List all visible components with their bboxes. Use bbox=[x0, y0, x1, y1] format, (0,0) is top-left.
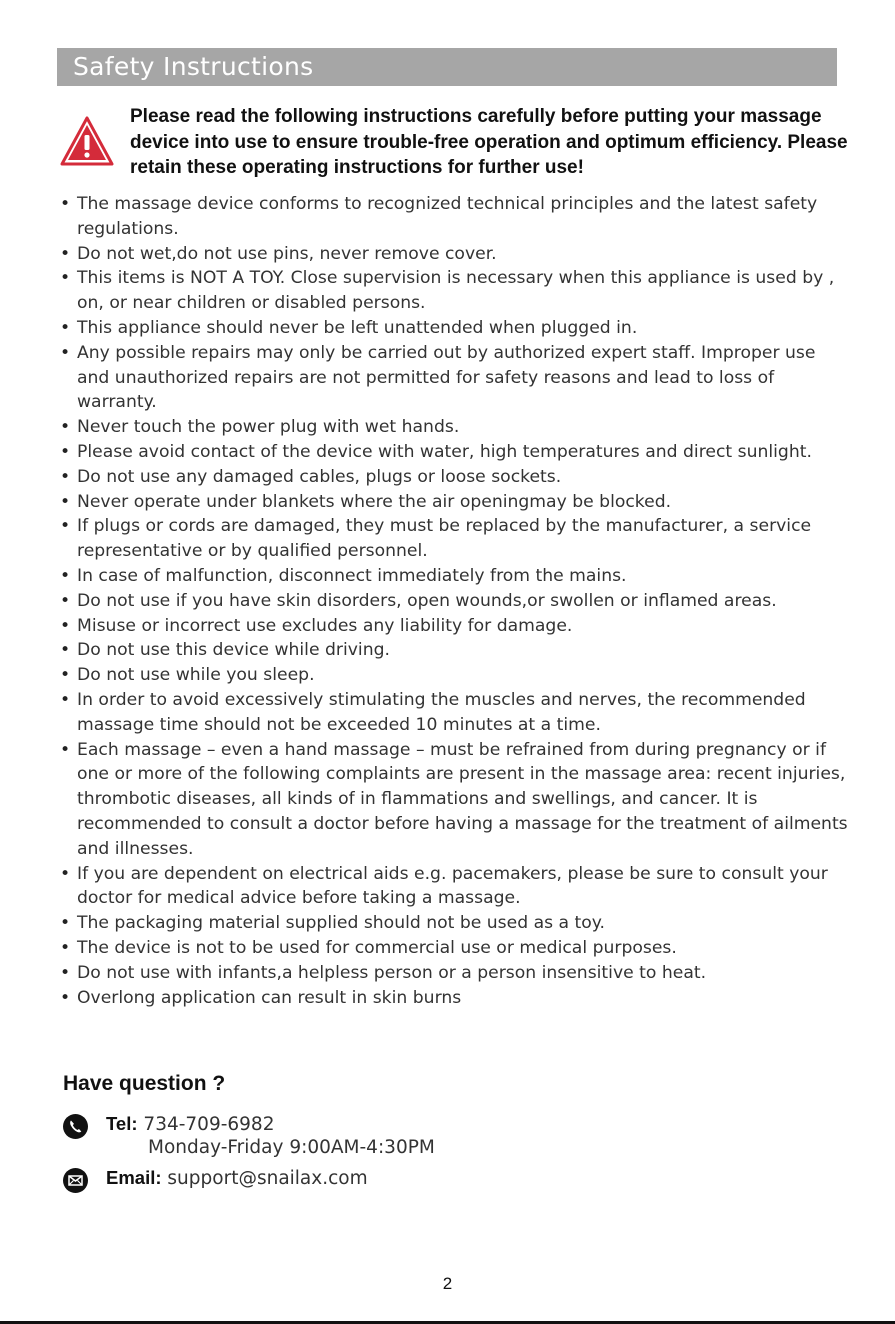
bullet-marker: • bbox=[60, 317, 71, 338]
instruction-item bbox=[60, 341, 850, 415]
bullet-marker: • bbox=[60, 342, 71, 363]
tel-number[interactable]: 734-709-6982 bbox=[143, 1114, 275, 1135]
bullet-marker: • bbox=[60, 863, 71, 884]
bullet-marker: • bbox=[60, 640, 71, 661]
instruction-text: Never operate under blankets where the air openingmay be blocked. bbox=[77, 491, 672, 512]
bullet-marker: • bbox=[60, 466, 71, 487]
instruction-item bbox=[60, 986, 850, 1011]
instruction-item bbox=[60, 911, 850, 936]
section-title: Safety Instructions bbox=[57, 48, 837, 86]
bullet-marker: • bbox=[60, 913, 71, 934]
instruction-text: Any possible repairs may only be carried out by authorized expert staff. Improper use and unauthorized repairs are not permitted for safety reasons and lead to loss of warranty. bbox=[77, 342, 816, 413]
bullet-marker: • bbox=[60, 665, 71, 686]
instruction-text: This items is NOT A TOY. Close supervision is necessary when this appliance is used by , on, or near children or disabled persons. bbox=[77, 268, 835, 314]
bullet-marker: • bbox=[60, 739, 71, 760]
email-label: Email: bbox=[106, 1167, 162, 1188]
email-row bbox=[106, 1165, 368, 1192]
instruction-text: If plugs or cords are damaged, they must be replaced by the manufacturer, a service representative or by qualified personnel. bbox=[77, 516, 812, 562]
instruction-item bbox=[60, 192, 850, 242]
bullet-marker: • bbox=[60, 441, 71, 462]
warning-triangle-icon bbox=[59, 115, 115, 167]
instruction-text: The device is not to be used for commercial use or medical purposes. bbox=[77, 937, 677, 958]
page-number: 2 bbox=[442, 1274, 453, 1293]
safety-instructions-list bbox=[60, 192, 850, 1010]
instruction-item bbox=[60, 961, 850, 986]
instruction-item bbox=[60, 415, 850, 440]
instruction-item bbox=[60, 242, 850, 267]
instruction-text: The packaging material supplied should not be used as a toy. bbox=[77, 913, 605, 934]
instruction-item bbox=[60, 589, 850, 614]
instruction-item bbox=[60, 638, 850, 663]
bullet-marker: • bbox=[60, 689, 71, 710]
instruction-text: Misuse or incorrect use excludes any liability for damage. bbox=[77, 615, 573, 636]
email-address[interactable]: support@snailax.com bbox=[167, 1168, 368, 1189]
business-hours: Monday-Friday 9:00AM-4:30PM bbox=[148, 1137, 435, 1158]
bullet-marker: • bbox=[60, 937, 71, 958]
instruction-item bbox=[60, 663, 850, 688]
instruction-item bbox=[60, 440, 850, 465]
instruction-item bbox=[60, 465, 850, 490]
bullet-marker: • bbox=[60, 962, 71, 983]
bullet-marker: • bbox=[60, 268, 71, 289]
tel-row bbox=[106, 1111, 274, 1138]
bullet-marker: • bbox=[60, 417, 71, 438]
instruction-text: Do not use if you have skin disorders, open wounds,or swollen or inflamed areas. bbox=[77, 590, 777, 611]
bullet-marker: • bbox=[60, 516, 71, 537]
instruction-item bbox=[60, 266, 850, 316]
instruction-text: Do not use while you sleep. bbox=[77, 665, 315, 686]
contact-heading: Have question ? bbox=[63, 1072, 226, 1095]
instruction-text: Each massage – even a hand massage – must be refrained from during pregnancy or if one or more of the following complaints are present in the massage area: recent injuries, thrombotic diseases, all kinds of in flammations and swellings, and cancer. It is recommended to consult a doctor before having a massage for the treatment of ailments and illnesses. bbox=[77, 739, 848, 859]
bullet-marker: • bbox=[60, 615, 71, 636]
instruction-text: Do not wet,do not use pins, never remove cover. bbox=[77, 243, 497, 264]
instruction-text: In case of malfunction, disconnect immediately from the mains. bbox=[77, 565, 627, 586]
instruction-text: Never touch the power plug with wet hands. bbox=[77, 417, 460, 438]
instruction-item bbox=[60, 688, 850, 738]
instruction-text: The massage device conforms to recognized technical principles and the latest safety regulations. bbox=[77, 194, 818, 239]
instruction-text: This appliance should never be left unattended when plugged in. bbox=[77, 317, 638, 338]
bullet-marker: • bbox=[60, 243, 71, 264]
warning-message: Please read the following instructions carefully before putting your massage device into use to ensure trouble-free operation and optimum efficiency. Please retain these operating instructions for further use! bbox=[130, 106, 848, 178]
instruction-item bbox=[60, 614, 850, 639]
instruction-text: Do not use this device while driving. bbox=[77, 640, 390, 661]
bullet-marker: • bbox=[60, 491, 71, 512]
instruction-text: If you are dependent on electrical aids e.g. pacemakers, please be sure to consult your doctor for medical advice before taking a massage. bbox=[77, 863, 828, 909]
instruction-text: Do not use any damaged cables, plugs or loose sockets. bbox=[77, 466, 562, 487]
bullet-marker: • bbox=[60, 194, 71, 214]
bullet-marker: • bbox=[60, 590, 71, 611]
bullet-marker: • bbox=[60, 987, 71, 1008]
instruction-item bbox=[60, 490, 850, 515]
instruction-text: Do not use with infants,a helpless person or a person insensitive to heat. bbox=[77, 962, 707, 983]
instruction-item bbox=[60, 316, 850, 341]
instruction-item bbox=[60, 862, 850, 912]
bullet-marker: • bbox=[60, 565, 71, 586]
instruction-text: Please avoid contact of the device with water, high temperatures and direct sunlight. bbox=[77, 441, 812, 462]
instruction-item bbox=[60, 514, 850, 564]
phone-icon bbox=[63, 1114, 88, 1139]
tel-label: Tel: bbox=[106, 1113, 138, 1134]
instruction-text: In order to avoid excessively stimulating the muscles and nerves, the recommended massage time should not be exceeded 10 minutes at a time. bbox=[77, 689, 806, 735]
instruction-item bbox=[60, 936, 850, 961]
instruction-item bbox=[60, 564, 850, 589]
instruction-text: Overlong application can result in skin burns bbox=[77, 987, 462, 1008]
envelope-icon bbox=[63, 1168, 88, 1193]
instruction-item bbox=[60, 738, 850, 862]
